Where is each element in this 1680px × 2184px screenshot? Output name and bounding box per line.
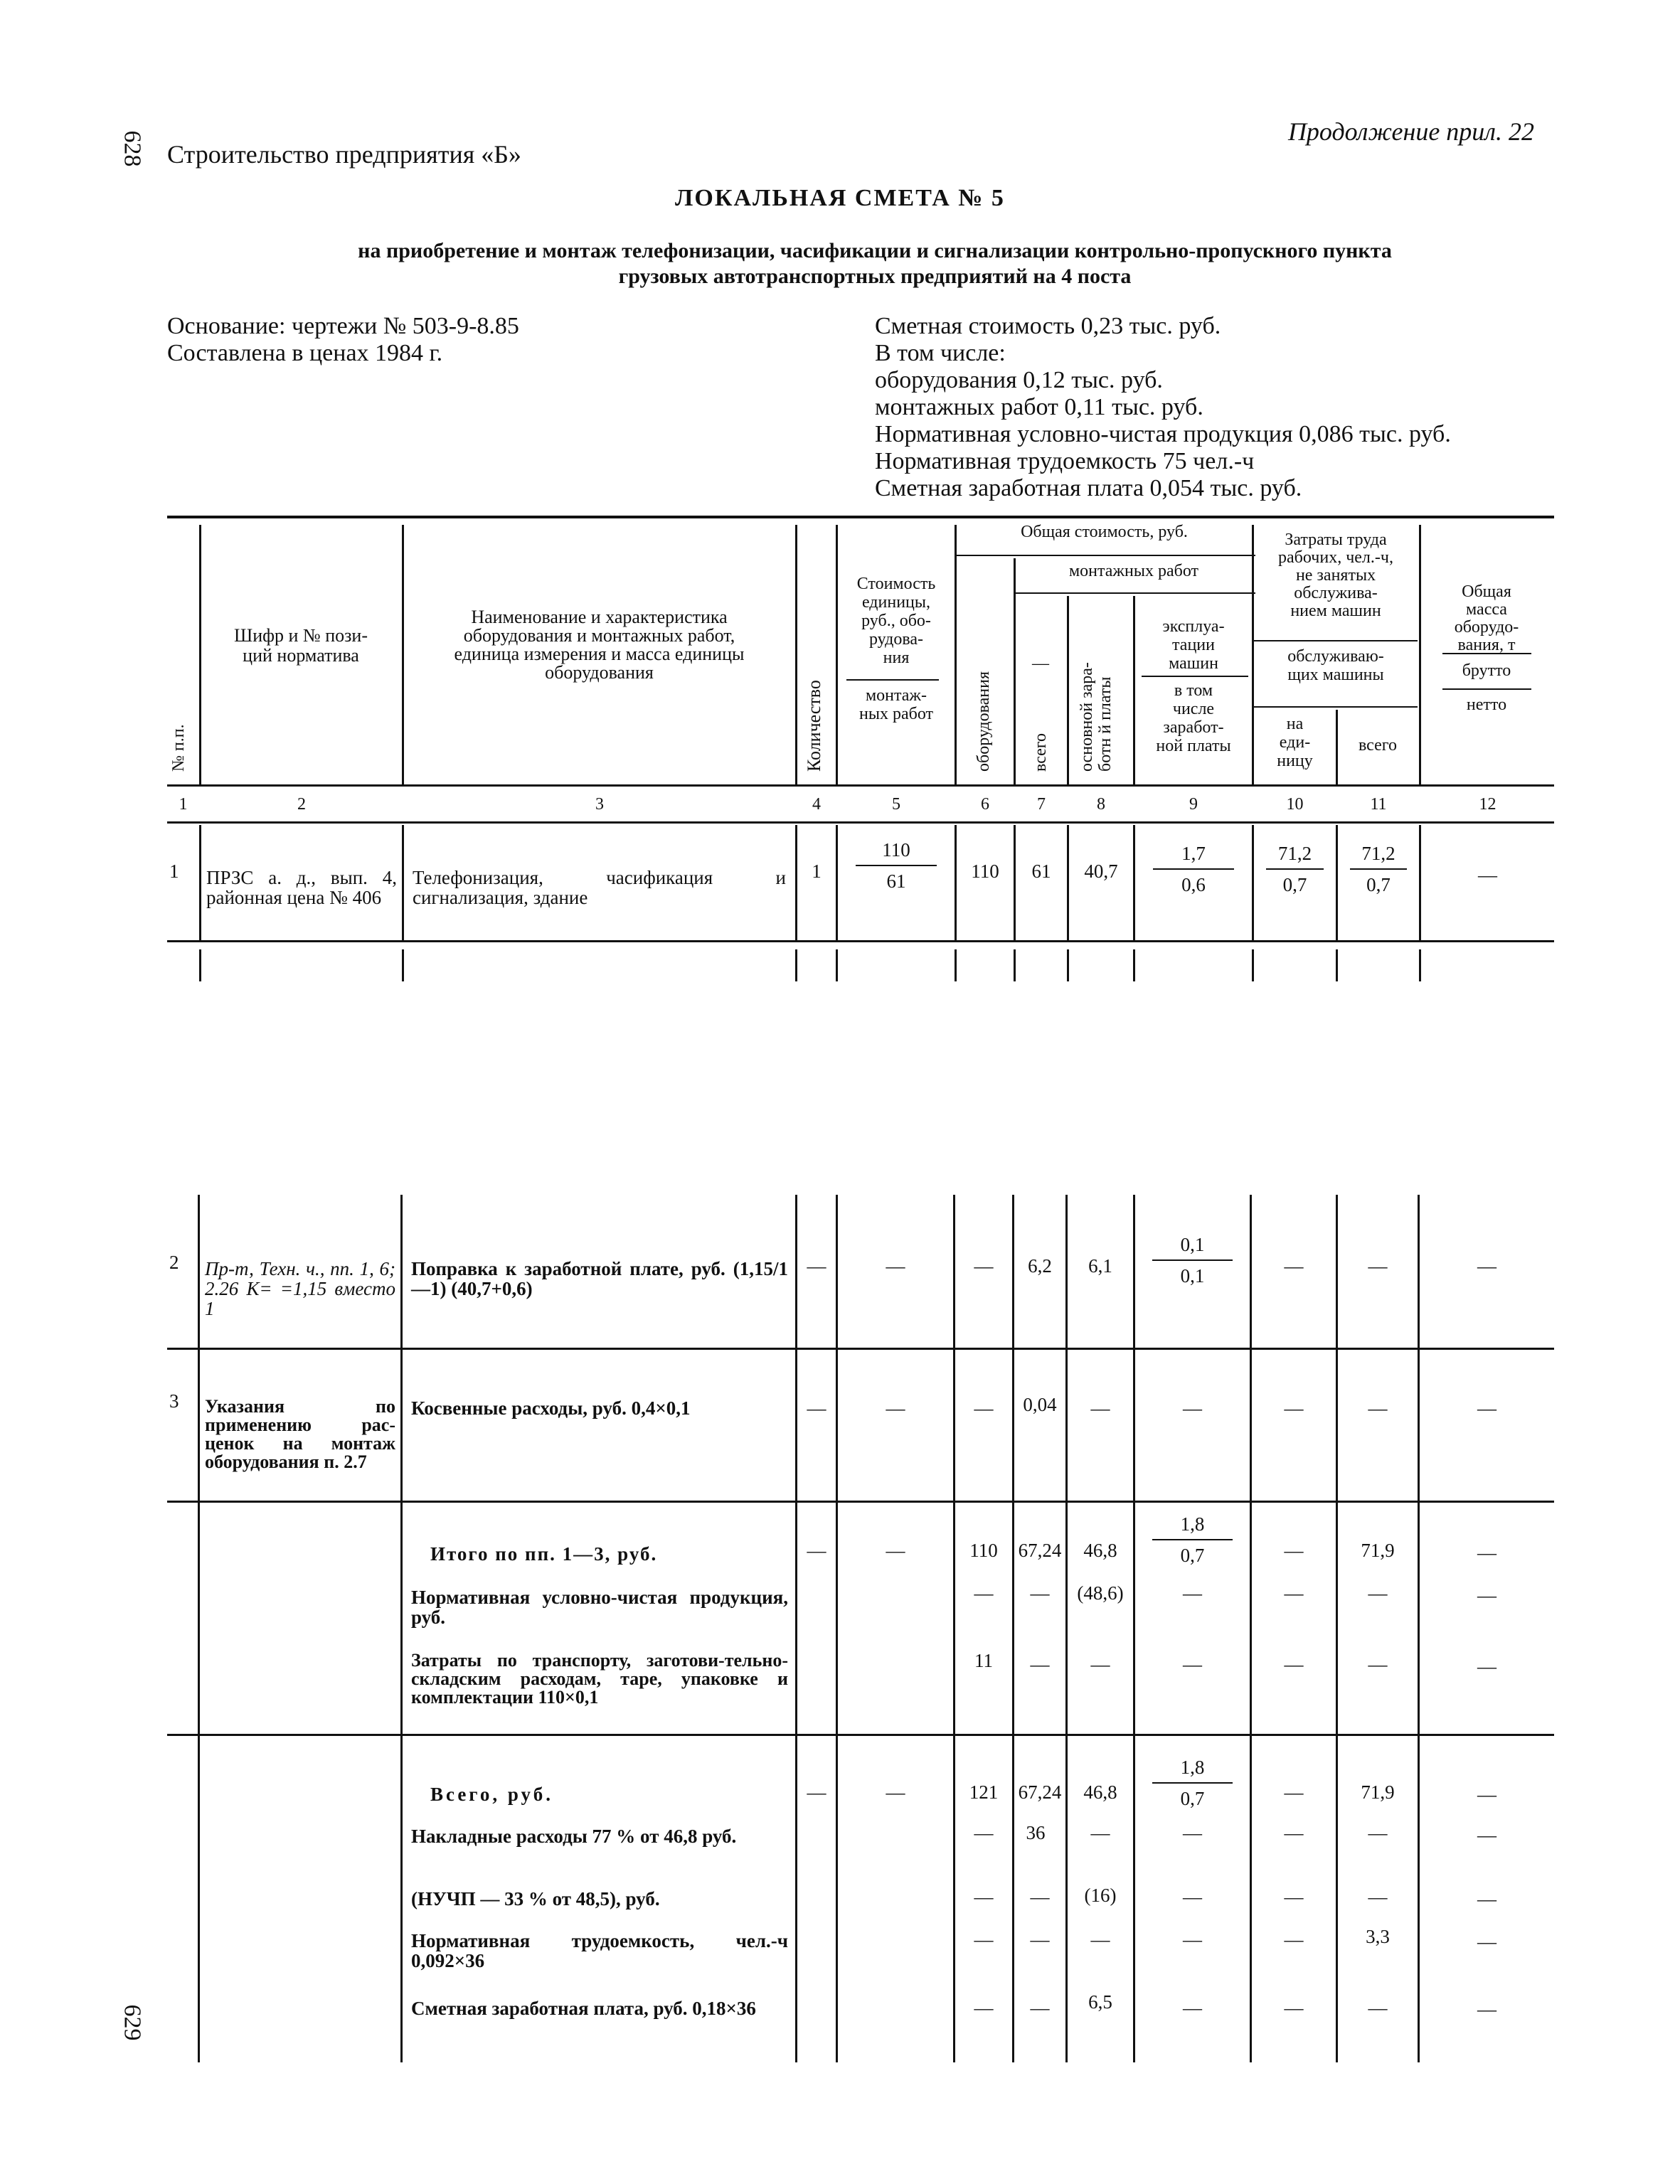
header-unit-bottom: монтаж- ных работ <box>858 686 933 723</box>
row-wage: — <box>1090 1822 1110 1843</box>
table-col-stub <box>955 949 957 981</box>
header-group-total: Общая стоимость, руб. <box>1021 523 1188 541</box>
fraction-bar <box>1152 1539 1233 1540</box>
row-all: 61 <box>1031 861 1051 882</box>
row-all: — <box>1030 1997 1050 2018</box>
row-labor-unit: — <box>1284 1397 1304 1419</box>
fraction-bottom: 0,6 <box>1181 874 1206 895</box>
row-name: Косвенные расходы, руб. 0,4×0,1 <box>411 1397 691 1419</box>
col-number: 3 <box>595 795 604 814</box>
header-name: Наименование и характеристика оборудования и монтажных работ, единица измерения и масса единицы оборудования <box>454 607 745 683</box>
row-machine: — <box>1183 1886 1202 1907</box>
header-equipment: оборудования <box>974 671 993 772</box>
fraction-bottom: 0,7 <box>1180 1545 1205 1566</box>
header-qty: Количество <box>804 680 824 772</box>
col-number: 6 <box>981 795 989 814</box>
row-qty: 1 <box>812 861 822 882</box>
row-all: — <box>1030 1886 1050 1907</box>
row-name: Телефонизация, часификация и сигнализация, здание <box>413 867 786 908</box>
table-col-rule <box>402 525 404 784</box>
row-labor-total: — <box>1368 1822 1388 1843</box>
col-number: 11 <box>1370 795 1387 814</box>
row-name: Сметная заработная плата, руб. 0,18×36 <box>411 1998 756 2019</box>
row-mass: — <box>1477 1656 1496 1677</box>
row-name: Поправка к заработной плате, руб. (1,15/1—1) (40,7+0,6) <box>411 1258 788 1299</box>
row-mass: — <box>1477 1888 1496 1909</box>
row-wage: 46,8 <box>1083 1540 1117 1561</box>
cost-line: оборудования 0,12 тыс. руб. <box>875 367 1163 393</box>
fraction-bar <box>1152 1782 1233 1784</box>
row-wage: — <box>1090 1653 1110 1675</box>
table-col-stub <box>402 949 404 981</box>
row-np: 3 <box>169 1390 179 1412</box>
table-rule <box>957 555 1255 556</box>
row-labor-unit: — <box>1284 1822 1304 1843</box>
row-labor-total: — <box>1368 1255 1388 1277</box>
row-labor-unit: — <box>1284 1929 1304 1950</box>
table-rule <box>167 940 1554 942</box>
table-col-rule <box>1133 596 1135 784</box>
row-wage: 6,5 <box>1088 1991 1112 2013</box>
col-number: 9 <box>1189 795 1198 814</box>
row-unit: — <box>886 1540 905 1561</box>
table-col-stub <box>1419 949 1421 981</box>
row-all: 36 <box>1026 1822 1046 1843</box>
table-col-rule <box>1067 825 1069 940</box>
row-all: — <box>1030 1582 1050 1604</box>
fraction-top: 1,8 <box>1180 1757 1205 1778</box>
fraction-top: 1,8 <box>1180 1513 1205 1535</box>
fraction-bottom: 0,1 <box>1180 1265 1205 1287</box>
table-col-rule <box>836 525 838 784</box>
table-col-rule <box>795 825 797 940</box>
header-machine-top: эксплуа- тации машин <box>1162 617 1225 673</box>
row-all: — <box>1030 1653 1050 1675</box>
table-col-rule <box>1014 558 1016 784</box>
row-wage: 6,1 <box>1088 1255 1112 1277</box>
row-labor-total: — <box>1368 1653 1388 1675</box>
row-mass: — <box>1477 1824 1496 1845</box>
row-unit: — <box>886 1397 905 1419</box>
row-equipment: — <box>974 1886 994 1907</box>
table-col-stub <box>1067 949 1069 981</box>
row-machine: — <box>1183 1929 1202 1950</box>
basis-prices: Составлена в ценах 1984 г. <box>167 340 443 366</box>
row-machine-fraction <box>1135 843 1252 895</box>
cost-line: монтажных работ 0,11 тыс. руб. <box>875 394 1203 420</box>
cost-summary <box>875 313 1451 502</box>
cost-line: В том числе: <box>875 340 1006 366</box>
row-machine-fraction <box>1135 1757 1250 1809</box>
row-machine-fraction <box>1135 1234 1250 1287</box>
header-code: Шифр и № пози- ций норматива <box>234 625 368 666</box>
col-number: 1 <box>179 795 188 814</box>
table-rule <box>167 1734 1554 1736</box>
construction-label: Строительство предприятия «Б» <box>167 140 521 169</box>
header-np: № п.п. <box>169 724 188 772</box>
row-machine: — <box>1183 1653 1202 1675</box>
page-number-top: 628 <box>119 130 146 167</box>
row-equipment: — <box>974 1397 994 1419</box>
table-rule <box>1254 640 1418 641</box>
row-labor-total: 71,9 <box>1361 1781 1395 1803</box>
row-labor-total: — <box>1368 1997 1388 2018</box>
header-group-install: монтажных работ <box>1068 562 1199 580</box>
row-qty: — <box>807 1781 826 1803</box>
table-col-rule <box>795 525 797 784</box>
row-unit: — <box>886 1255 905 1277</box>
table-rule <box>167 784 1554 787</box>
fraction-top: 0,1 <box>1180 1234 1205 1255</box>
table-rule <box>1442 688 1531 690</box>
row-labor-total: 3,3 <box>1366 1926 1390 1947</box>
table-col-stub <box>795 949 797 981</box>
row-wage: (16) <box>1084 1885 1117 1906</box>
row-machine: — <box>1183 1822 1202 1843</box>
table-col-rule <box>1014 825 1016 940</box>
row-equipment: — <box>974 1255 994 1277</box>
header-total: всего <box>1358 736 1398 755</box>
page-number-bottom: 629 <box>119 2004 146 2041</box>
row-equipment: — <box>974 1582 994 1604</box>
table-rule <box>1254 706 1418 708</box>
row-mass: — <box>1477 1255 1496 1277</box>
fraction-bottom: 0,7 <box>1366 874 1391 895</box>
col-number: 2 <box>297 795 306 814</box>
col-number: 12 <box>1479 795 1496 814</box>
row-np: 2 <box>169 1252 179 1273</box>
row-equipment: — <box>974 1822 994 1843</box>
row-equipment: 11 <box>974 1650 993 1671</box>
row-all: 6,2 <box>1028 1255 1052 1277</box>
row-labor-unit: — <box>1284 1653 1304 1675</box>
fraction-bar <box>856 865 937 866</box>
header-machine-bottom: в том числе заработ- ной платы <box>1156 681 1231 755</box>
row-equipment: — <box>974 1929 994 1950</box>
row-labor-total: 71,9 <box>1361 1540 1395 1561</box>
fraction-bar <box>1152 1259 1233 1261</box>
table-col-rule <box>198 1195 200 2062</box>
header-mass-gross: брутто <box>1462 661 1511 680</box>
fraction-bar <box>1153 868 1235 870</box>
row-machine: — <box>1183 1997 1202 2018</box>
fraction-bottom: 0,7 <box>1180 1788 1205 1809</box>
table-rule <box>167 1348 1554 1350</box>
header-unit-top: Стоимость единицы, руб., обо- рудова- ния <box>856 575 936 667</box>
header-all-dash: — <box>1032 654 1049 673</box>
table-col-stub <box>1336 949 1338 981</box>
fraction-bar <box>1266 868 1324 870</box>
table-rule <box>846 679 939 681</box>
col-number: 7 <box>1037 795 1046 814</box>
table-rule <box>167 1501 1554 1503</box>
continuation-label: Продолжение прил. 22 <box>1287 117 1534 146</box>
row-all: 67,24 <box>1018 1781 1062 1803</box>
row-mass: — <box>1477 1784 1496 1805</box>
table-top-rule <box>167 516 1554 518</box>
row-labor-unit: — <box>1284 1886 1304 1907</box>
subtitle-line-2: грузовых автотранспортных предприятий на 4 поста <box>618 265 1132 288</box>
row-qty: — <box>807 1540 826 1561</box>
row-mass: — <box>1477 1998 1496 2020</box>
row-code: ПРЗС а. д., вып. 4, районная цена № 406 <box>206 867 397 908</box>
row-labor-unit: — <box>1284 1582 1304 1604</box>
table-rule <box>1016 592 1255 594</box>
row-name: Всего, руб. <box>430 1784 553 1805</box>
header-labor-bottom: обслуживаю- щих машины <box>1287 647 1384 684</box>
basis-drawings: Основание: чертежи № 503-9-8.85 <box>167 313 519 339</box>
row-wage: 40,7 <box>1084 861 1118 882</box>
col-number: 10 <box>1286 795 1304 814</box>
row-equipment: 110 <box>971 861 999 882</box>
row-mass: — <box>1477 1584 1496 1606</box>
row-unit: — <box>886 1781 905 1803</box>
row-wage: — <box>1090 1929 1110 1950</box>
row-wage: — <box>1090 1397 1110 1419</box>
row-labor-total: — <box>1368 1582 1388 1604</box>
header-wage: основной зара- ботн й платы <box>1078 662 1115 772</box>
row-labor-total-fraction <box>1338 843 1419 895</box>
row-code: Указания по применению рас-ценок на монтаж оборудования п. 2.7 <box>205 1396 395 1472</box>
row-all: 0,04 <box>1023 1394 1057 1415</box>
table-col-stub <box>836 949 838 981</box>
row-unit-fraction <box>838 839 955 892</box>
table-col-rule <box>1419 525 1421 784</box>
basis-block <box>167 313 519 367</box>
fraction-top: 71,2 <box>1361 843 1395 864</box>
row-mass: — <box>1477 1397 1496 1419</box>
table-col-rule <box>402 825 404 940</box>
row-name: (НУЧП — 33 % от 48,5), руб. <box>411 1888 660 1909</box>
row-name: Итого по пп. 1—3, руб. <box>430 1543 658 1565</box>
row-name: Накладные расходы 77 % от 46,8 руб. <box>411 1826 737 1847</box>
row-machine: — <box>1183 1582 1202 1604</box>
table-col-stub <box>199 949 201 981</box>
row-labor-unit: — <box>1284 1781 1304 1803</box>
fraction-bottom: 0,7 <box>1282 874 1307 895</box>
row-wage: (48,6) <box>1077 1582 1124 1604</box>
fraction-top: 71,2 <box>1277 843 1312 864</box>
document-title: ЛОКАЛЬНАЯ СМЕТА № 5 <box>675 185 1005 211</box>
table-col-rule <box>1067 596 1069 784</box>
row-np: 1 <box>169 861 179 882</box>
col-number: 8 <box>1097 795 1105 814</box>
col-number: 5 <box>892 795 900 814</box>
row-name: Нормативная трудоемкость, чел.-ч 0,092×36 <box>411 1930 788 1971</box>
document-subtitle <box>270 238 1479 289</box>
subtitle-line-1: на приобретение и монтаж телефонизации, часификации и сигнализации контрольно-пропускного пункта <box>358 239 1392 262</box>
row-mass: — <box>1477 1542 1496 1563</box>
table-rule <box>1142 676 1248 677</box>
row-equipment: 121 <box>969 1781 999 1803</box>
row-machine-fraction <box>1135 1513 1250 1566</box>
row-name: Затраты по транспорту, заготови-тельно-складским расходам, таре, упаковке и комплектации 110×0,1 <box>411 1650 788 1708</box>
table-col-rule <box>836 1195 838 2062</box>
row-mass: — <box>1478 864 1497 885</box>
table-col-stub <box>1014 949 1016 981</box>
row-wage: 46,8 <box>1083 1781 1117 1803</box>
row-all: — <box>1030 1929 1050 1950</box>
row-qty: — <box>807 1255 826 1277</box>
row-name: Нормативная условно-чистая продукция, руб. <box>411 1587 788 1628</box>
row-all: 67,24 <box>1018 1540 1062 1561</box>
table-rule <box>167 821 1554 824</box>
row-labor-unit: — <box>1284 1540 1304 1561</box>
table-col-rule <box>400 1195 403 2062</box>
row-mass: — <box>1477 1931 1496 1952</box>
header-labor-top: Затраты труда рабочих, чел.-ч, не занятых обслужива- нием машин <box>1278 531 1393 620</box>
row-equipment: 110 <box>969 1540 998 1561</box>
table-col-rule <box>795 1195 797 2062</box>
fraction-top: 110 <box>882 839 910 861</box>
fraction-bottom: 61 <box>886 870 906 892</box>
row-machine: — <box>1183 1397 1202 1419</box>
row-labor-total: — <box>1368 1886 1388 1907</box>
cost-line: Нормативная условно-чистая продукция 0,086 тыс. руб. <box>875 421 1451 447</box>
header-all: всего <box>1031 733 1050 772</box>
col-number: 4 <box>812 795 821 814</box>
row-labor-unit-fraction <box>1254 843 1336 895</box>
table-col-stub <box>1133 949 1135 981</box>
fraction-bar <box>1350 868 1407 870</box>
table-col-rule <box>955 825 957 940</box>
fraction-top: 1,7 <box>1181 843 1206 864</box>
row-qty: — <box>807 1397 826 1419</box>
table-col-stub <box>1252 949 1254 981</box>
cost-line: Сметная стоимость 0,23 тыс. руб. <box>875 313 1221 339</box>
table-col-rule <box>955 525 957 784</box>
cost-line: Сметная заработная плата 0,054 тыс. руб. <box>875 475 1302 501</box>
row-labor-unit: — <box>1284 1255 1304 1277</box>
table-col-rule <box>199 825 201 940</box>
header-mass-net: нетто <box>1466 696 1507 714</box>
row-equipment: — <box>974 1997 994 2018</box>
header-per-unit: на еди- ницу <box>1277 715 1313 770</box>
cost-line: Нормативная трудоемкость 75 чел.-ч <box>875 448 1255 474</box>
row-labor-unit: — <box>1284 1997 1304 2018</box>
header-mass: Общая масса оборудо- вания, т <box>1454 582 1519 654</box>
row-code: Пр-т, Техн. ч., пп. 1, 6; 2.26 К= =1,15 вместо 1 <box>205 1258 395 1319</box>
row-labor-total: — <box>1368 1397 1388 1419</box>
